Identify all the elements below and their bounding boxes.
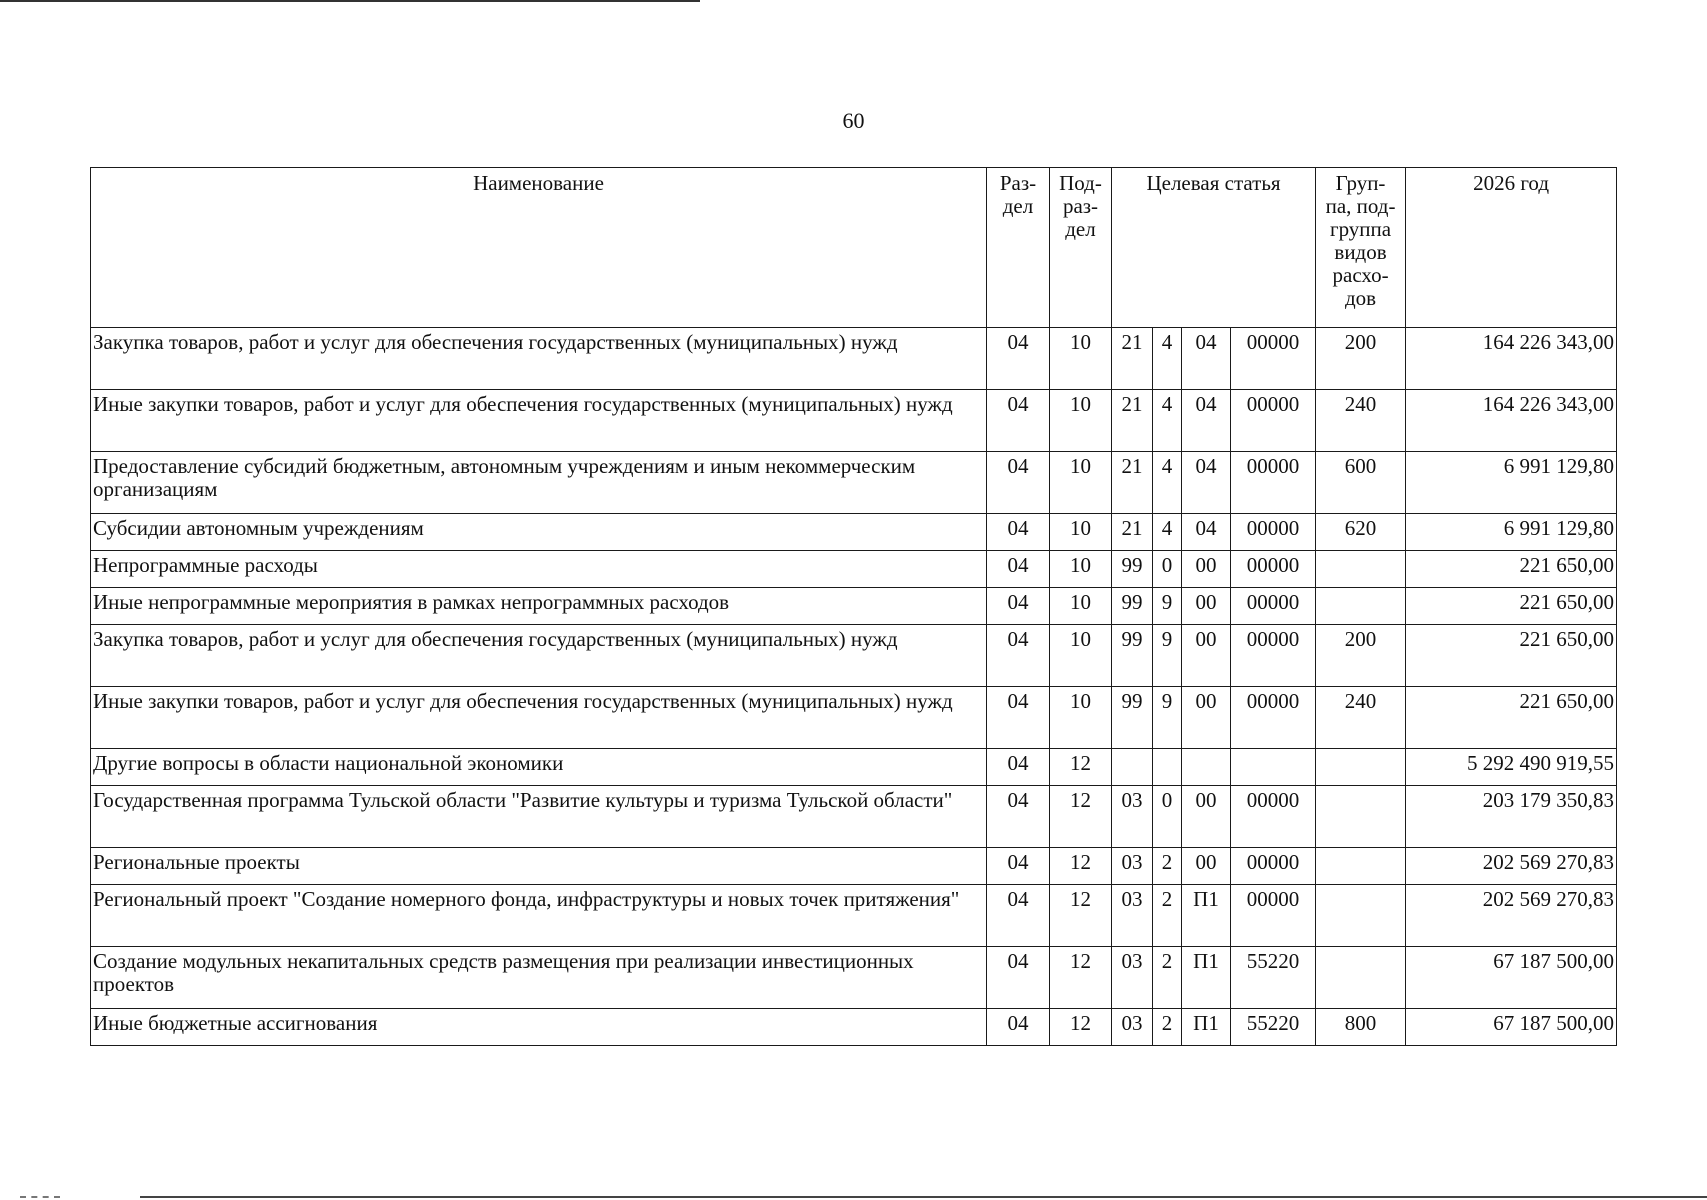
cell-target-type: 0 [1153,551,1182,588]
cell-target-structural: 00 [1182,848,1231,885]
cell-expense-group [1316,947,1406,1009]
table-row [91,588,1617,625]
header-expense-group-text: Груп- па, под- группа видов расхо- дов [1325,171,1396,310]
cell-subsection: 10 [1050,588,1112,625]
cell-target-program: 21 [1112,514,1153,551]
table-row [91,749,1617,786]
cell-name: Региональный проект "Создание номерного фонда, инфраструктуры и новых точек притяжения" [91,885,987,947]
cell-subsection: 10 [1050,452,1112,514]
cell-target-structural: П1 [1182,947,1231,1009]
cell-target-structural: 00 [1182,551,1231,588]
cell-subsection: 10 [1050,551,1112,588]
cell-target-direction: 00000 [1231,328,1316,390]
cell-target-structural: 00 [1182,786,1231,848]
cell-expense-group: 600 [1316,452,1406,514]
cell-target-type: 4 [1153,390,1182,452]
cell-expense-group: 240 [1316,390,1406,452]
cell-target-direction: 00000 [1231,514,1316,551]
cell-section: 04 [987,687,1050,749]
cell-target-structural: 00 [1182,588,1231,625]
cell-target-structural: 04 [1182,514,1231,551]
header-year: 2026 год [1406,168,1617,328]
cell-target-type: 9 [1153,588,1182,625]
cell-target-program: 03 [1112,885,1153,947]
cell-amount: 67 187 500,00 [1406,947,1617,1009]
table-row [91,625,1617,687]
budget-table [90,167,1617,1046]
header-subsection-text: Под- раз- дел [1059,171,1102,241]
cell-section: 04 [987,749,1050,786]
cell-target-direction: 00000 [1231,588,1316,625]
cell-name: Региональные проекты [91,848,987,885]
cell-target-structural: 04 [1182,390,1231,452]
cell-target-program [1112,749,1153,786]
table-row [91,551,1617,588]
cell-name: Субсидии автономным учреждениям [91,514,987,551]
cell-expense-group [1316,551,1406,588]
header-subsection [1050,168,1112,328]
cell-amount: 203 179 350,83 [1406,786,1617,848]
cell-target-program: 99 [1112,588,1153,625]
cell-name: Создание модульных некапитальных средств размещения при реализации инвестиционных проектов [91,947,987,1009]
table-row [91,390,1617,452]
cell-name: Предоставление субсидий бюджетным, автономным учреждениям и иным некоммерческим организациям [91,452,987,514]
cell-name: Иные бюджетные ассигнования [91,1009,987,1046]
cell-target-direction: 00000 [1231,885,1316,947]
cell-target-program: 03 [1112,786,1153,848]
cell-expense-group: 240 [1316,687,1406,749]
cell-section: 04 [987,885,1050,947]
cell-subsection: 12 [1050,1009,1112,1046]
cell-amount: 221 650,00 [1406,625,1617,687]
cell-expense-group: 200 [1316,625,1406,687]
cell-target-program: 99 [1112,687,1153,749]
cell-amount: 6 991 129,80 [1406,452,1617,514]
top-rule [0,0,700,2]
cell-name: Закупка товаров, работ и услуг для обеспечения государственных (муниципальных) нужд [91,625,987,687]
cell-target-structural: 00 [1182,687,1231,749]
table-row [91,687,1617,749]
cell-name: Государственная программа Тульской области "Развитие культуры и туризма Тульской области" [91,786,987,848]
cell-target-program: 21 [1112,390,1153,452]
bottom-rule-fragment [20,1196,60,1198]
cell-target-type: 0 [1153,786,1182,848]
table-row [91,452,1617,514]
cell-target-type: 9 [1153,625,1182,687]
table-header-row [91,168,1617,328]
cell-subsection: 10 [1050,625,1112,687]
cell-target-direction: 00000 [1231,452,1316,514]
table-row [91,848,1617,885]
cell-section: 04 [987,947,1050,1009]
cell-section: 04 [987,390,1050,452]
cell-target-structural: 04 [1182,452,1231,514]
bottom-rule [140,1196,1707,1198]
table-row [91,328,1617,390]
cell-target-type: 4 [1153,514,1182,551]
header-expense-group [1316,168,1406,328]
cell-amount: 67 187 500,00 [1406,1009,1617,1046]
cell-section: 04 [987,786,1050,848]
cell-target-structural: 04 [1182,328,1231,390]
cell-amount: 221 650,00 [1406,551,1617,588]
cell-section: 04 [987,848,1050,885]
cell-target-type: 9 [1153,687,1182,749]
cell-subsection: 12 [1050,786,1112,848]
cell-target-structural: П1 [1182,1009,1231,1046]
cell-subsection: 10 [1050,514,1112,551]
cell-target-program: 03 [1112,848,1153,885]
cell-expense-group [1316,786,1406,848]
cell-target-program: 03 [1112,1009,1153,1046]
cell-expense-group [1316,848,1406,885]
table-row [91,885,1617,947]
cell-section: 04 [987,1009,1050,1046]
header-section [987,168,1050,328]
cell-target-type: 2 [1153,885,1182,947]
cell-expense-group: 200 [1316,328,1406,390]
cell-target-direction: 00000 [1231,848,1316,885]
cell-target-direction [1231,749,1316,786]
cell-subsection: 10 [1050,328,1112,390]
cell-target-type: 2 [1153,848,1182,885]
table-row [91,514,1617,551]
cell-section: 04 [987,514,1050,551]
cell-target-type: 2 [1153,947,1182,1009]
cell-expense-group: 800 [1316,1009,1406,1046]
cell-target-program: 99 [1112,551,1153,588]
cell-amount: 164 226 343,00 [1406,390,1617,452]
cell-target-direction: 00000 [1231,390,1316,452]
table-row [91,947,1617,1009]
cell-target-type: 4 [1153,452,1182,514]
cell-target-direction: 00000 [1231,625,1316,687]
table-body [91,328,1617,1046]
cell-target-program: 21 [1112,452,1153,514]
cell-target-direction: 55220 [1231,947,1316,1009]
table-row [91,786,1617,848]
cell-target-type: 4 [1153,328,1182,390]
cell-target-type [1153,749,1182,786]
page-number: 60 [842,108,865,133]
cell-target-program: 21 [1112,328,1153,390]
cell-target-direction: 00000 [1231,687,1316,749]
cell-amount: 221 650,00 [1406,588,1617,625]
cell-name: Закупка товаров, работ и услуг для обеспечения государственных (муниципальных) нужд [91,328,987,390]
cell-section: 04 [987,328,1050,390]
cell-target-direction: 55220 [1231,1009,1316,1046]
cell-expense-group [1316,588,1406,625]
cell-subsection: 12 [1050,749,1112,786]
cell-target-structural: П1 [1182,885,1231,947]
cell-amount: 164 226 343,00 [1406,328,1617,390]
cell-name: Иные закупки товаров, работ и услуг для обеспечения государственных (муниципальных) нужд [91,687,987,749]
cell-section: 04 [987,588,1050,625]
cell-amount: 202 569 270,83 [1406,848,1617,885]
cell-name: Иные непрограммные мероприятия в рамках непрограммных расходов [91,588,987,625]
header-section-text: Раз- дел [999,171,1037,218]
cell-expense-group: 620 [1316,514,1406,551]
cell-target-direction: 00000 [1231,551,1316,588]
cell-target-direction: 00000 [1231,786,1316,848]
cell-target-program: 03 [1112,947,1153,1009]
cell-subsection: 10 [1050,390,1112,452]
cell-subsection: 12 [1050,885,1112,947]
cell-target-program: 99 [1112,625,1153,687]
cell-expense-group [1316,749,1406,786]
cell-section: 04 [987,551,1050,588]
cell-name: Другие вопросы в области национальной экономики [91,749,987,786]
cell-amount: 6 991 129,80 [1406,514,1617,551]
cell-subsection: 12 [1050,848,1112,885]
cell-target-structural: 00 [1182,625,1231,687]
header-target-article: Целевая статья [1112,168,1316,328]
cell-section: 04 [987,625,1050,687]
cell-subsection: 10 [1050,687,1112,749]
cell-expense-group [1316,885,1406,947]
cell-amount: 221 650,00 [1406,687,1617,749]
cell-target-structural [1182,749,1231,786]
table-row [91,1009,1617,1046]
cell-amount: 202 569 270,83 [1406,885,1617,947]
cell-name: Непрограммные расходы [91,551,987,588]
cell-section: 04 [987,452,1050,514]
cell-target-type: 2 [1153,1009,1182,1046]
cell-subsection: 12 [1050,947,1112,1009]
header-name: Наименование [91,168,987,328]
cell-amount: 5 292 490 919,55 [1406,749,1617,786]
cell-name: Иные закупки товаров, работ и услуг для обеспечения государственных (муниципальных) нужд [91,390,987,452]
